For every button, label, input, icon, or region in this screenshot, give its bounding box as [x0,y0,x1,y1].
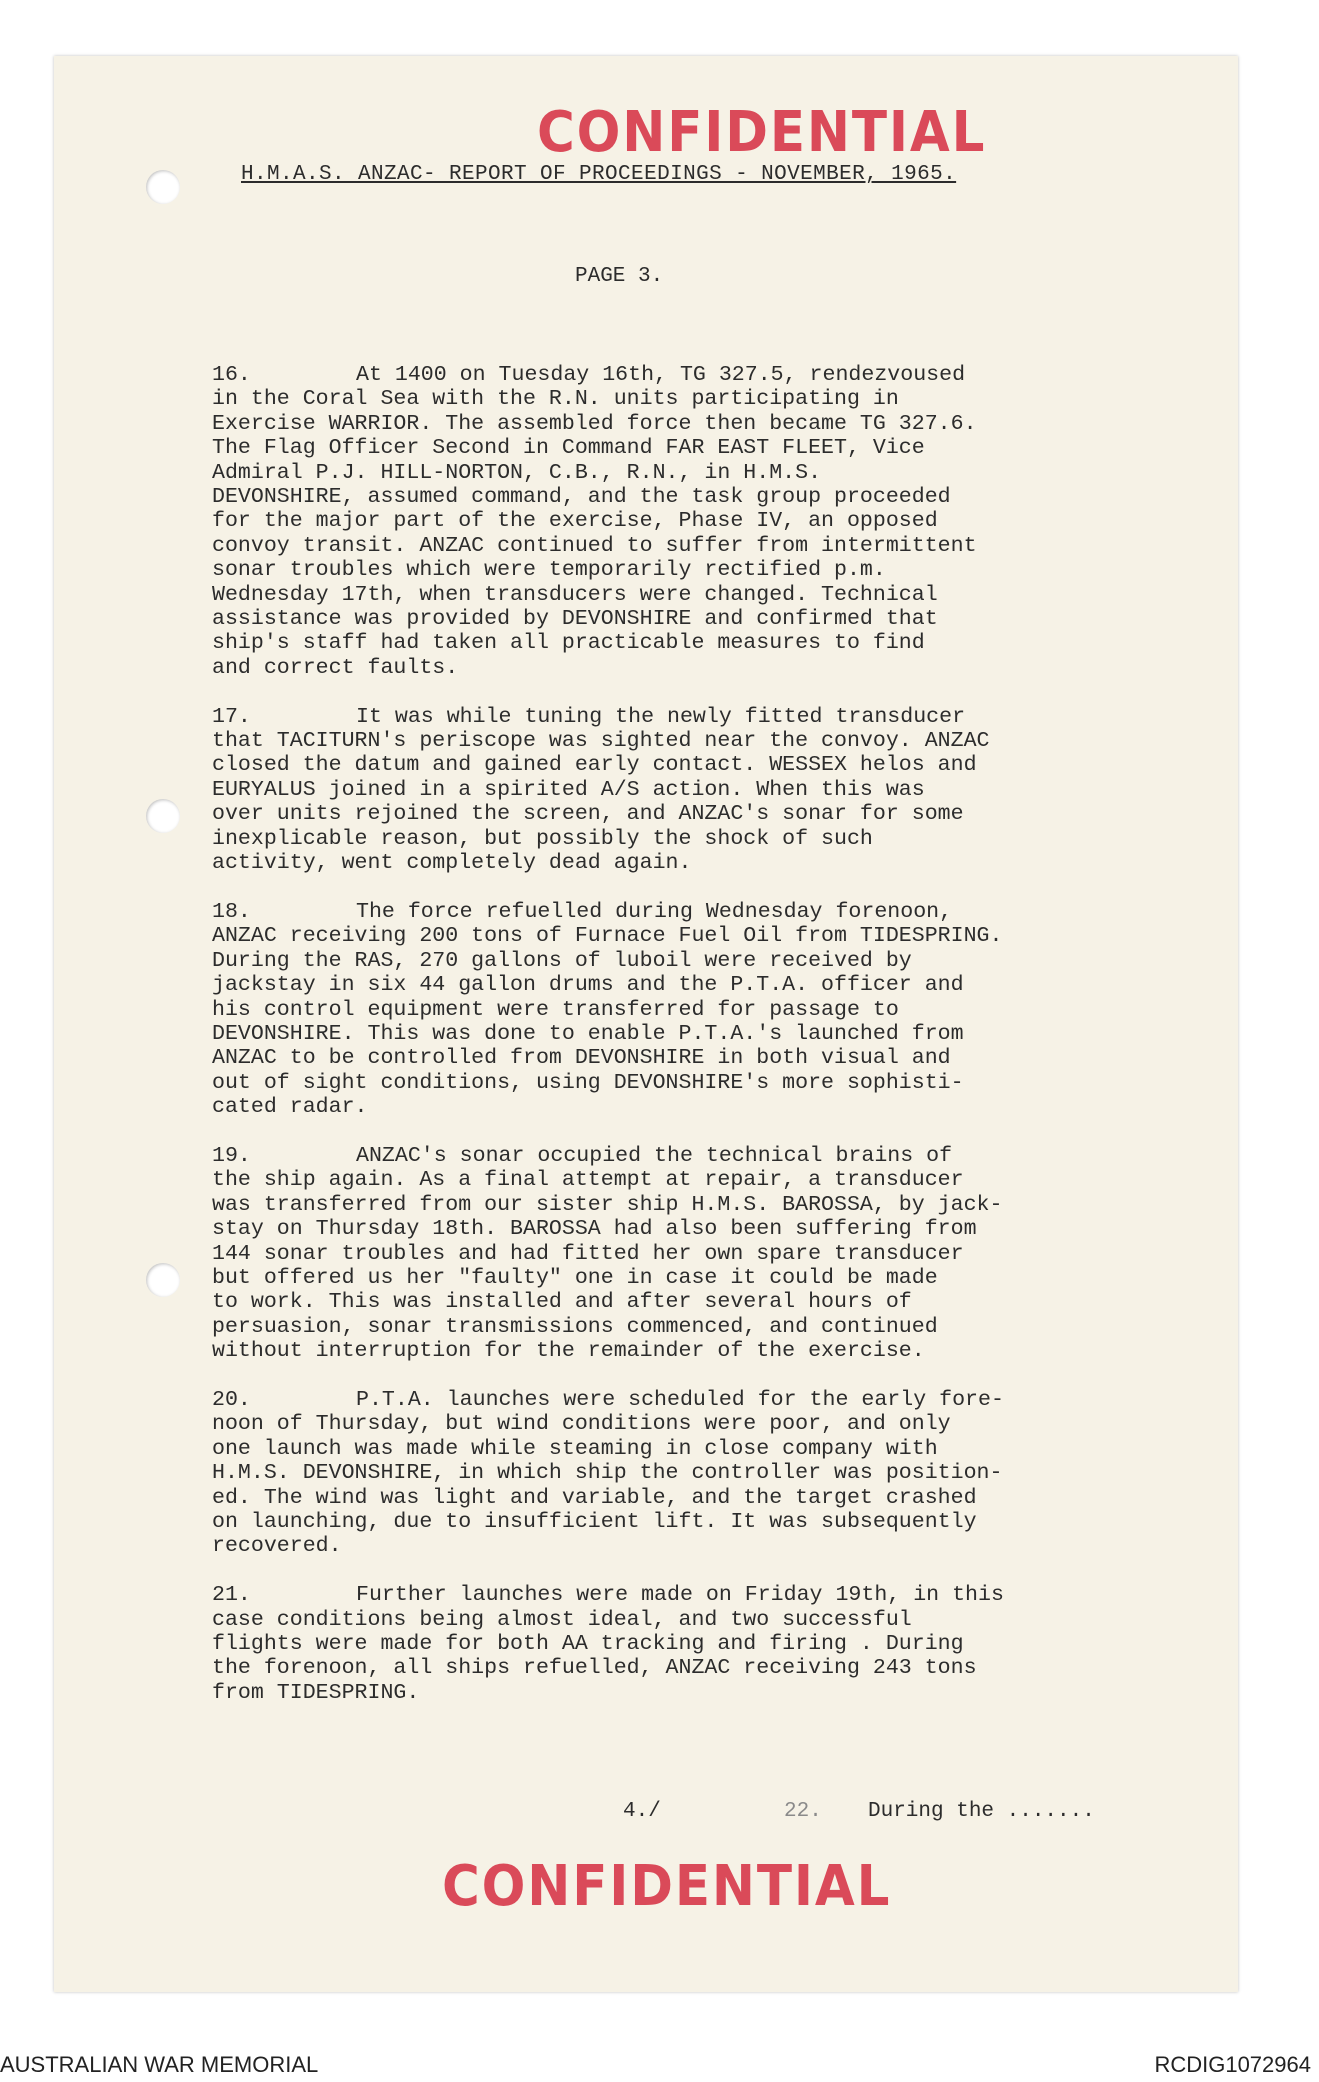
paragraph-20 [212,1388,1132,1559]
catchword-text: During the ....... [868,1800,1095,1823]
punch-hole-lower [146,1263,180,1297]
paragraph-18 [212,900,1132,1120]
paragraph-number: 19. [212,1143,251,1168]
report-title: H.M.A.S. ANZAC- REPORT OF PROCEEDINGS - NOVEMBER, 1965. [241,163,957,186]
paragraph-text: P.T.A. launches were scheduled for the early fore- noon of Thursday, but wind conditions were poor, and only one launch was made while steaming in close company with H.M.S. DEVONSHIRE, in which ship the controller was position- ed. The wind was light and variable, and the target crashed on launching, due to insufficient lift. It was subsequently recovered. [212,1388,1004,1559]
paragraph-number: 20. [212,1388,251,1412]
catchword-page: 4./ [623,1800,661,1823]
paragraph-17 [212,705,1132,876]
paragraph-number: 21. [212,1583,251,1608]
footer-archive-name: AUSTRALIAN WAR MEMORIAL [0,2052,319,2077]
paragraph-number: 18. [212,899,251,924]
paragraph-text: The force refuelled during Wednesday forenoon, ANZAC receiving 200 tons of Furnace Fuel Oil from TIDESPRING. During the RAS, 270 gallons of luboil were received by jackstay in six 44 gallon drums and the P.T.A. officer and his control equipment were transferred for passage to DEVONSHIRE. This was done to enable P.T.A.'s launched from ANZAC to be controlled from DEVONSHIRE in both visual and out of sight conditions, using DEVONSHIRE's more sophisti- cated radar. [212,899,1003,1120]
confidential-stamp-bottom: CONFIDENTIAL [442,1854,892,1919]
paragraph-number: 16. [212,363,251,387]
paragraph-16 [212,363,1132,680]
footer-record-id: RCDIG1072964 [1154,2052,1311,2077]
punch-hole-middle [146,799,180,833]
report-body [212,363,1132,1730]
confidential-stamp-top: CONFIDENTIAL [537,100,987,165]
punch-hole-top [146,170,180,204]
paragraph-19 [212,1144,1132,1364]
paragraph-text: Further launches were made on Friday 19th, in this case conditions being almost ideal, and two successful flights were made for both AA tracking and firing . During the forenoon, all ships refuelled, ANZAC receiving 243 tons from TIDESPRING. [212,1583,1004,1705]
catchword-next-number: 22. [784,1800,822,1823]
page-label: PAGE 3. [575,265,664,288]
paragraph-21 [212,1583,1132,1705]
paragraph-text: At 1400 on Tuesday 16th, TG 327.5, rendezvoused in the Coral Sea with the R.N. units participating in Exercise WARRIOR. The assembled force then became TG 327.6. The Flag Officer Second in Command FAR EAST FLEET, Vice Admiral P.J. HILL-NORTON, C.B., R.N., in H.M.S. DEVONSHIRE, assumed command, and the task group proceeded for the major part of the exercise, Phase IV, an opposed convoy transit. ANZAC continued to suffer from intermittent sonar troubles which were temporarily rectified p.m. Wednesday 17th, when transducers were changed. Technical assistance was provided by DEVONSHIRE and confirmed that ship's staff had taken all practicable measures to find and correct faults. [212,363,977,680]
paragraph-text: ANZAC's sonar occupied the technical brains of the ship again. As a final attempt at repair, a transducer was transferred from our sister ship H.M.S. BAROSSA, by jack- stay on Thursday 18th. BAROSSA had also been suffering from 144 sonar troubles and had fitted her own spare transducer but offered us her "faulty" one in case it could be made to work. This was installed and after several hours of persuasion, sonar transmissions commenced, and continued without interruption for the remainder of the exercise. [212,1143,1003,1364]
paragraph-text: It was while tuning the newly fitted transducer that TACITURN's periscope was sighted near the convoy. ANZAC closed the datum and gained early contact. WESSEX helos and EURYALUS joined in a spirited A/S action. When this was over units rejoined the screen, and ANZAC's sonar for some inexplicable reason, but possibly the shock of such activity, went completely dead again. [212,704,990,876]
paragraph-number: 17. [212,704,251,729]
